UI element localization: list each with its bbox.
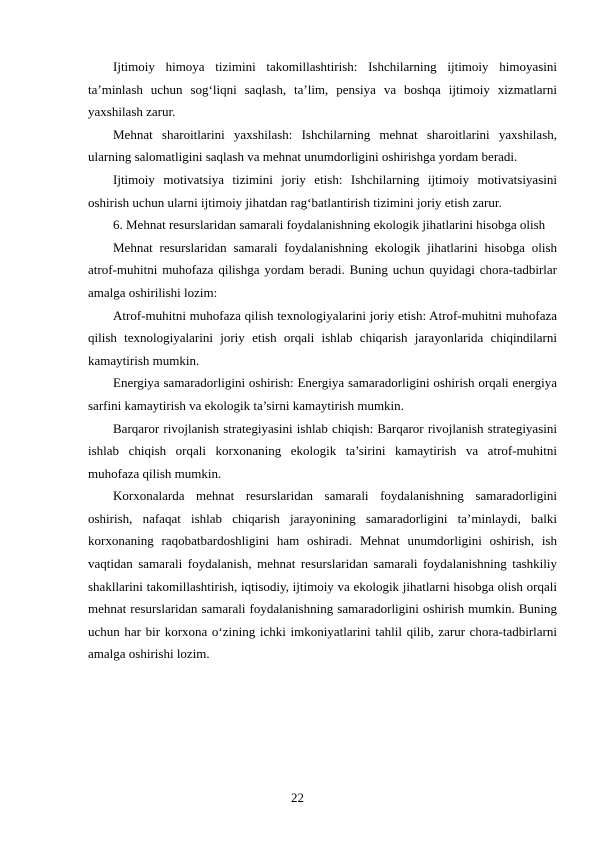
paragraph-energy-efficiency: Energiya samaradorligini oshirish: Energiya samaradorligini oshirish orqali energiya sarfini kamaytirish va ekologik ta’sirni kamaytirish mumkin. [88,375,557,413]
page-number: 22 [291,790,304,805]
paragraph-conclusion: Korxonalarda mehnat resurslaridan samarali foydalanishning samaradorligini oshirish, nafaqat ishlab chiqarish jarayonining samaradorligini ta’minlaydi, balki korxonaning raqobatbardoshligini ham oshiradi. Mehnat unumdorligini oshirish, ish vaqtidan samarali foydalanish, mehnat resurslaridan samarali foydalanishning tashkiliy shakllarini takomillashtirish, iqtisodiy, ijtimoiy va ekologik jihatlarni hisobga olish orqali mehnat resurslaridan samarali foydalanishning samaradorligini oshirish mumkin. Buning uchun har bir korxona o‘zining ichki imkoniyatlarini tahlil qilib, zarur chora-tadbirlarni amalga oshirishi lozim. [88,488,557,662]
paragraph-working-conditions: Mehnat sharoitlarini yaxshilash: Ishchilarning mehnat sharoitlarini yaxshilash, ularning salomatligini saqlash va mehnat unumdorligini oshirishga yordam beradi. [88,126,557,165]
paragraph-environment-technologies: Atrof-muhitni muhofaza qilish texnologiyalarini joriy etish: Atrof-muhitni muhofaza qilish texnologiyalarini joriy etish orqali ishlab chiqarish jarayonlarida chiqindilarni kamaytirish mumkin. [88,307,557,368]
document-page [88,56,557,666]
paragraph-social-protection: Ijtimoiy himoya tizimini takomillashtirish: Ishchilarning ijtimoiy himoyasini ta’minlash uchun sog‘liqni saqlash, ta’lim, pensiya va boshqa ijtimoiy xizmatlarni yaxshilash zarur. [88,59,557,120]
paragraph-ecological-intro: Mehnat resurslaridan samarali foydalanishning ekologik jihatlarini hisobga olish atrof-muhitni muhofaza qilishga yordam beradi. Buning uchun quyidagi chora-tadbirlar amalga oshirilishi lozim: [88,239,557,300]
section-heading-ecological: 6. Mehnat resurslaridan samarali foydalanishning ekologik jihatlarini hisobga olish [113,217,546,233]
paragraph-social-motivation: Ijtimoiy motivatsiya tizimini joriy etish: Ishchilarning ijtimoiy motivatsiyasini oshirish uchun ularni ijtimoiy jihatdan rag‘batlantirish tizimini joriy etish zarur. [88,171,557,210]
paragraph-sustainable-development: Barqaror rivojlanish strategiyasini ishlab chiqish: Barqaror rivojlanish strategiyasini ishlab chiqish orqali korxonaning ekologik ta’sirini kamaytirish va atrof-muhitni muhofaza qilish mumkin. [88,420,557,481]
